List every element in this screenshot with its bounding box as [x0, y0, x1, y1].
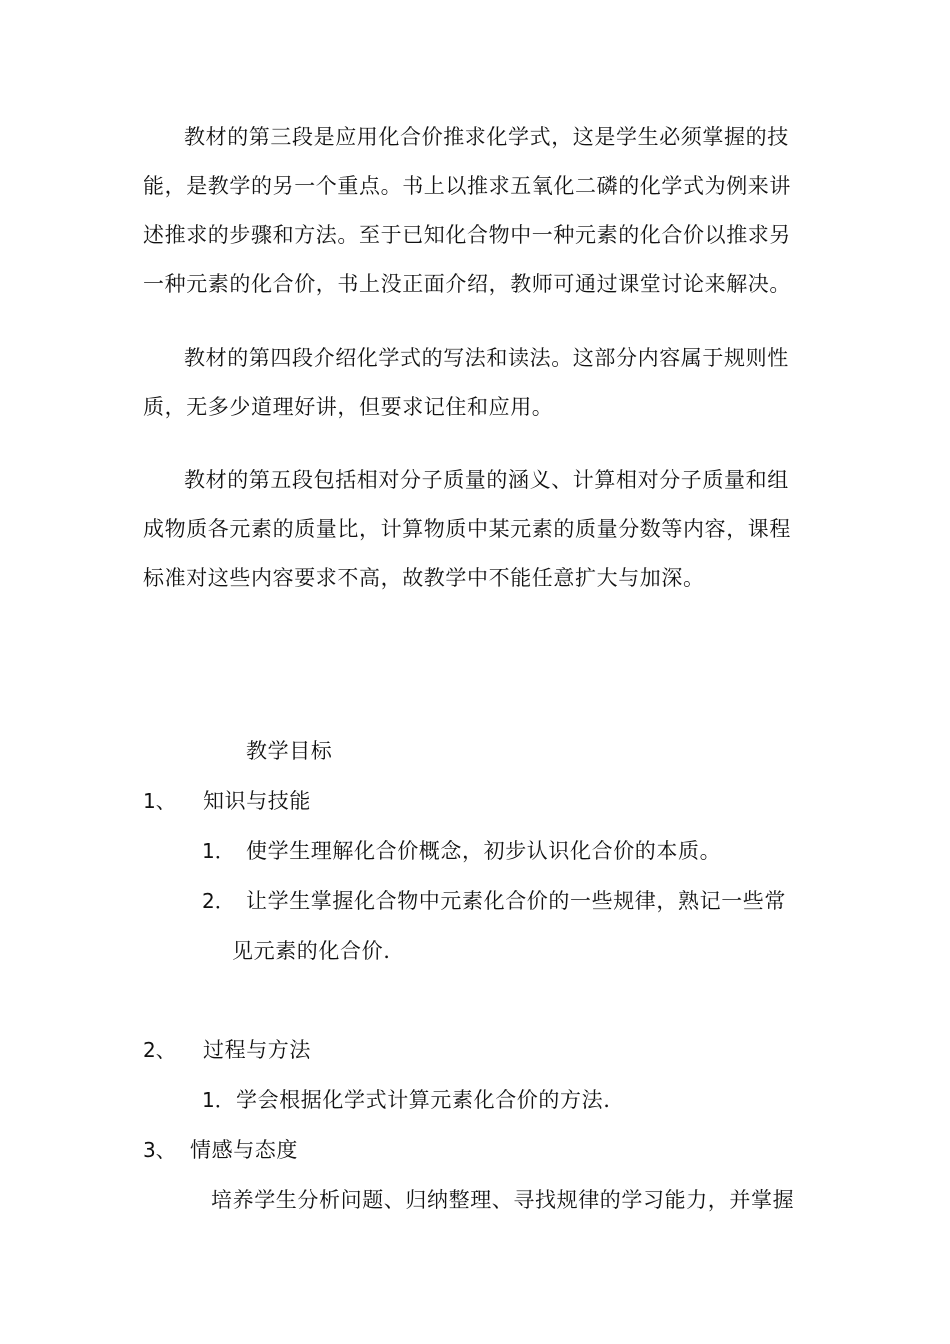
list-item-text: 学会根据化学式计算元素化合价的方法.	[236, 1088, 611, 1112]
section-heading: 教学目标	[246, 739, 333, 763]
section-title: 知识与技能	[203, 789, 311, 813]
list-item-number: 1．	[202, 839, 235, 863]
paragraph-line: 质，无多少道理好讲，但要求记住和应用。	[143, 395, 554, 419]
list-item-text: 让学生掌握化合物中元素化合价的一些规律，熟记一些常	[246, 889, 786, 913]
section-text: 培养学生分析问题、归纳整理、寻找规律的学习能力，并掌握	[211, 1188, 795, 1212]
paragraph-line: 能，是教学的另一个重点。书上以推求五氧化二磷的化学式为例来讲	[143, 174, 791, 198]
list-item-text: 使学生理解化合价概念，初步认识化合价的本质。	[246, 839, 722, 863]
section-number: 3、	[143, 1138, 176, 1162]
paragraph-line: 教材的第三段是应用化合价推求化学式，这是学生必须掌握的技	[184, 125, 789, 149]
paragraph-line: 标准对这些内容要求不高，故教学中不能任意扩大与加深。	[143, 566, 705, 590]
list-item-continuation: 见元素的化合价.	[232, 939, 391, 963]
section-title: 过程与方法	[203, 1038, 311, 1062]
paragraph-line: 一种元素的化合价，书上没正面介绍，教师可通过课堂讨论来解决。	[143, 272, 791, 296]
section-title: 情感与态度	[190, 1138, 298, 1162]
paragraph-line: 述推求的步骤和方法。至于已知化合物中一种元素的化合价以推求另	[143, 223, 791, 247]
list-item-number: 2．	[202, 889, 235, 913]
paragraph-line: 教材的第五段包括相对分子质量的涵义、计算相对分子质量和组	[184, 468, 789, 492]
section-number: 2、	[143, 1038, 176, 1062]
section-number: 1、	[143, 789, 176, 813]
paragraph-line: 成物质各元素的质量比，计算物质中某元素的质量分数等内容，课程	[143, 517, 791, 541]
list-item-number: 1．	[202, 1088, 235, 1112]
paragraph-line: 教材的第四段介绍化学式的写法和读法。这部分内容属于规则性	[184, 346, 789, 370]
